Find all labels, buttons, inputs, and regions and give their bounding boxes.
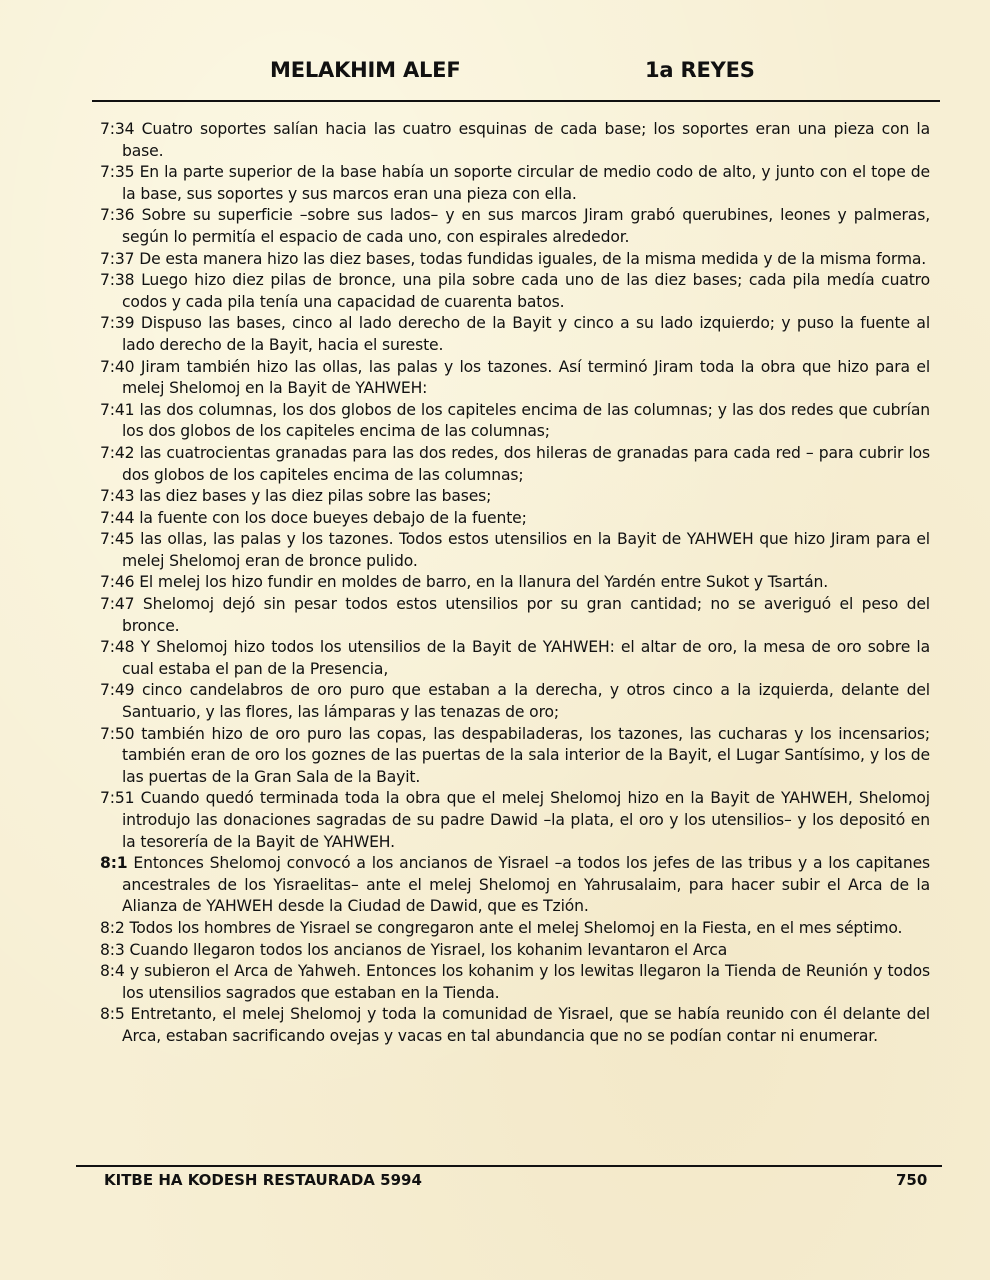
verse-reference: 7:46 — [100, 573, 135, 592]
verse-paragraph — [100, 508, 930, 530]
verse-text: Cuando quedó terminada toda la obra que el melej Shelomoj hizo en la Bayit de YAHWEH, Shelomoj introdujo las donaciones sagradas de su padre Dawid –la plata, el oro y los utensilios– y los depositó en la tesorería de la Bayit de YAHWEH. — [122, 789, 930, 851]
footer-edition-label: KITBE HA KODESH RESTAURADA 5994 — [104, 1171, 422, 1189]
verse-text: Cuatro soportes salían hacia las cuatro esquinas de cada base; los soportes eran una pieza con la base. — [122, 120, 930, 160]
book-title-spanish: 1a REYES — [645, 58, 755, 82]
footer-divider — [76, 1165, 942, 1167]
verse-reference: 7:36 — [100, 206, 135, 225]
verse-paragraph — [100, 529, 930, 572]
verse-paragraph — [100, 1004, 930, 1047]
verse-reference: 7:34 — [100, 120, 135, 138]
verse-text: Jiram también hizo las ollas, las palas y los tazones. Así terminó Jiram toda la obra que hizo para el melej Shelomoj en la Bayit de YAHWEH: — [122, 357, 931, 398]
page-number: 750 — [896, 1171, 928, 1189]
verse-text: las ollas, las palas y los tazones. Todos estos utensilios en la Bayit de YAHWEH que hizo Jiram para el melej Shelomoj eran de bronce pulido. — [122, 530, 930, 570]
verse-text: las dos columnas, los dos globos de los capiteles encima de las columnas; y las dos redes que cubrían los dos globos de los capiteles encima de las columnas; — [122, 400, 930, 441]
verse-reference: 7:51 — [100, 789, 135, 808]
verse-paragraph — [100, 572, 930, 594]
verse-paragraph — [100, 400, 930, 443]
verse-paragraph — [100, 680, 930, 723]
verse-text: también hizo de oro puro las copas, las despabiladeras, los tazones, las cucharas y los incensarios; también eran de oro los goznes de las puertas de la sala interior de la Bayit, el Lugar Santísimo, y los de las puertas de la Gran Sala de la Bayit. — [122, 724, 931, 786]
verse-reference: 8:4 — [100, 962, 125, 981]
verse-reference: 7:48 — [100, 638, 135, 657]
verse-reference: 7:50 — [100, 724, 135, 743]
verse-reference: 7:45 — [100, 530, 135, 549]
verse-reference: 7:35 — [100, 163, 135, 182]
verse-paragraph — [100, 205, 930, 248]
verse-paragraph — [100, 594, 930, 637]
verse-text: De esta manera hizo las diez bases, todas fundidas iguales, de la misma medida y de la misma forma. — [139, 249, 927, 268]
verse-reference: 8:5 — [100, 1005, 125, 1024]
verse-reference: 7:37 — [100, 249, 135, 268]
verse-text: Cuando llegaron todos los ancianos de Yisrael, los kohanim levantaron el Arca — [129, 940, 728, 959]
verse-reference: 7:43 — [100, 487, 135, 506]
verse-text: Dispuso las bases, cinco al lado derecho de la Bayit y cinco a su lado izquierdo; y puso la fuente al lado derecho de la Bayit, hacia el sureste. — [122, 314, 931, 354]
verse-paragraph — [100, 313, 930, 356]
verse-text: Y Shelomoj hizo todos los utensilios de la Bayit de YAHWEH: el altar de oro, la mesa de oro sobre la cual estaba el pan de la Presencia, — [122, 638, 930, 678]
verse-paragraph — [100, 270, 930, 313]
verse-reference: 8:2 — [100, 918, 125, 937]
verse-paragraph — [100, 940, 930, 962]
verse-text: Entonces Shelomoj convocó a los ancianos de Yisrael –a todos los jefes de las tribus y a los capitanes ancestrales de los Yisraelitas– ante el melej Shelomoj en Yahrusalaim, para hacer subir el Arca de la Alianza de YAHWEH desde la Ciudad de Dawid, que es Tzión. — [122, 854, 930, 916]
verse-paragraph — [100, 637, 930, 680]
verse-paragraph — [100, 724, 930, 789]
verse-paragraph — [100, 357, 930, 400]
verse-text: Sobre su superficie –sobre sus lados– y en sus marcos Jiram grabó querubines, leones y palmeras, según lo permitía el espacio de cada uno, con espirales alrededor. — [122, 206, 930, 246]
verse-text: Entretanto, el melej Shelomoj y toda la comunidad de Yisrael, que se había reunido con él delante del Arca, estaban sacrificando ovejas y vacas en tal abundancia que no se podían contar ni enumerar. — [122, 1005, 930, 1045]
verse-text: En la parte superior de la base había un soporte circular de medio codo de alto, y junto con el tope de la base, sus soportes y sus marcos eran una pieza con ella. — [122, 163, 931, 203]
verse-reference: 7:41 — [100, 400, 135, 419]
verse-list — [100, 119, 930, 1048]
book-title-hebrew: MELAKHIM ALEF — [270, 58, 461, 82]
header-divider — [92, 100, 940, 102]
verse-text: El melej los hizo fundir en moldes de barro, en la llanura del Yardén entre Sukot y Tsartán. — [139, 573, 829, 592]
verse-paragraph — [100, 918, 930, 940]
verse-text: la fuente con los doce bueyes debajo de la fuente; — [139, 508, 527, 527]
verse-reference: 7:49 — [100, 681, 135, 700]
verse-text: y subieron el Arca de Yahweh. Entonces los kohanim y los lewitas llegaron la Tienda de Reunión y todos los utensilios sagrados que estaban en la Tienda. — [122, 962, 931, 1002]
verse-reference: 7:42 — [100, 443, 135, 462]
verse-text: Shelomoj dejó sin pesar todos estos utensilios por su gran cantidad; no se averiguó el peso del bronce. — [122, 595, 930, 635]
verse-text: las diez bases y las diez pilas sobre las bases; — [139, 487, 492, 506]
verse-paragraph — [100, 162, 930, 205]
verse-paragraph — [100, 853, 930, 918]
verse-reference: 7:38 — [100, 271, 135, 290]
verse-text: Luego hizo diez pilas de bronce, una pila sobre cada uno de las diez bases; cada pila medía cuatro codos y cada pila tenía una capacidad de cuarenta batos. — [122, 271, 930, 311]
verse-paragraph — [100, 788, 930, 853]
verse-text: Todos los hombres de Yisrael se congregaron ante el melej Shelomoj en la Fiesta, en el mes séptimo. — [129, 918, 903, 937]
verse-text: cinco candelabros de oro puro que estaban a la derecha, y otros cinco a la izquierda, delante del Santuario, y las flores, las lámparas y las tenazas de oro; — [122, 681, 930, 722]
verse-reference: 7:47 — [100, 595, 135, 614]
verse-paragraph — [100, 486, 930, 508]
verse-reference: 7:44 — [100, 508, 135, 527]
verse-paragraph — [100, 961, 930, 1004]
verse-reference: 8:1 — [100, 854, 128, 873]
verse-paragraph — [100, 249, 930, 271]
verse-paragraph — [100, 443, 930, 486]
verse-paragraph — [100, 119, 930, 162]
verse-text: las cuatrocientas granadas para las dos redes, dos hileras de granadas para cada red – para cubrir los dos globos de los capiteles encima de las columnas; — [122, 443, 931, 484]
verse-reference: 7:40 — [100, 357, 135, 376]
verse-reference: 7:39 — [100, 314, 135, 333]
page-header — [92, 58, 940, 92]
verse-reference: 8:3 — [100, 940, 125, 959]
